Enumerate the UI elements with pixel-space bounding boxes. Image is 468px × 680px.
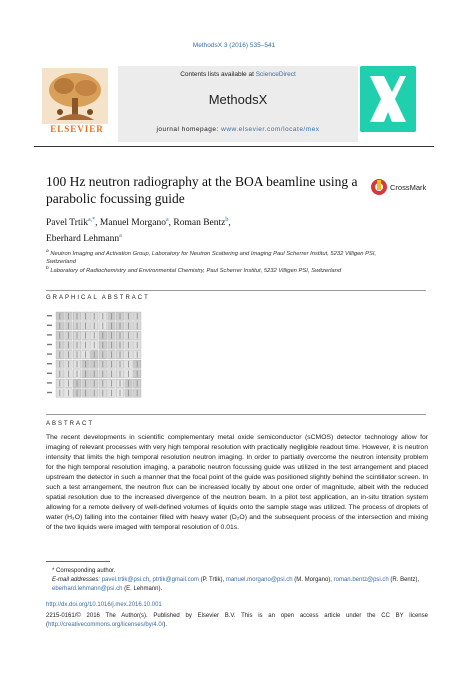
row-label-mark [47, 353, 52, 354]
doi-link[interactable]: http://dx.doi.org/10.1016/j.mex.2016.10.001 [46, 602, 162, 608]
droplet-trace [94, 323, 95, 329]
header-rule [34, 146, 434, 147]
droplet-trace [68, 380, 69, 386]
corresponding-author-note: * Corresponding author. [52, 568, 116, 574]
abstract-heading: ABSTRACT [46, 421, 95, 427]
elsevier-tree-logo [42, 68, 108, 130]
droplet-trace [128, 351, 129, 357]
droplet-trace [94, 390, 95, 396]
droplet-trace [102, 342, 103, 348]
droplet-trace [128, 323, 129, 329]
author-name[interactable]: Roman Bentz [173, 218, 226, 229]
droplet-trace [59, 371, 60, 377]
crossmark-label: CrossMark [390, 183, 427, 192]
droplet-trace [68, 361, 69, 367]
droplet-trace [128, 380, 129, 386]
author-name[interactable]: Eberhard Lehmann [46, 234, 120, 245]
droplet-trace [68, 323, 69, 329]
droplet-trace [68, 332, 69, 338]
droplet-trace [128, 371, 129, 377]
email-link[interactable]: eberhard.lehmann@psi.ch [52, 586, 123, 592]
droplet-trace [85, 342, 86, 348]
droplet-trace [77, 342, 78, 348]
journal-citation: MethodsX 3 (2016) 535–541 [192, 42, 276, 49]
crossmark-badge[interactable] [370, 178, 440, 196]
contents-prefix: Contents lists available at [180, 71, 256, 78]
droplet-trace [111, 371, 112, 377]
email-label: E-mail addresses: [52, 577, 102, 583]
droplet-trace [111, 390, 112, 396]
email-separator: , [149, 577, 153, 583]
droplet-trace [120, 342, 121, 348]
droplet-trace [128, 390, 129, 396]
droplet-trace [94, 351, 95, 357]
droplet-trace [137, 390, 138, 396]
droplet-trace [128, 361, 129, 367]
droplet-trace [137, 371, 138, 377]
row-label-mark [47, 392, 52, 393]
author-affil-marker[interactable]: b [225, 217, 229, 223]
droplet-trace [137, 332, 138, 338]
row-label-mark [47, 373, 52, 374]
droplet-trace [77, 313, 78, 319]
droplet-trace [120, 390, 121, 396]
droplet-trace [85, 351, 86, 357]
author-affil-marker[interactable]: a,* [87, 217, 96, 223]
droplet-trace [59, 351, 60, 357]
droplet-trace [94, 361, 95, 367]
email-separator: (R. Bentz), [388, 577, 420, 583]
droplet-trace [94, 313, 95, 319]
email-separator: (E. Lehmann). [122, 586, 163, 592]
droplet-trace [85, 371, 86, 377]
row-label-mark [47, 344, 52, 345]
row-label-mark [47, 334, 52, 335]
droplet-trace [120, 332, 121, 338]
droplet-trace [85, 361, 86, 367]
license-text: 2215-0161/© 2016 The Author(s). Published by Elsevier B.V. This is an open access article under the CC BY license ( [46, 613, 428, 628]
droplet-trace [77, 332, 78, 338]
license-end: ). [163, 622, 168, 628]
author-name[interactable]: Manuel Morgano [99, 218, 166, 229]
droplet-trace [59, 313, 60, 319]
droplet-trace [94, 342, 95, 348]
row-label-mark [47, 382, 52, 383]
droplet-trace [102, 332, 103, 338]
email-addresses [52, 576, 426, 594]
publisher-wordmark: ELSEVIER [50, 124, 104, 134]
email-link[interactable]: roman.bentz@psi.ch [333, 577, 389, 583]
section-divider [46, 414, 426, 415]
droplet-trace [137, 351, 138, 357]
droplet-trace [111, 313, 112, 319]
droplet-trace [77, 371, 78, 377]
author-affil-marker[interactable]: a [165, 217, 169, 223]
droplet-trace [102, 323, 103, 329]
droplet-trace [85, 390, 86, 396]
droplet-trace [120, 361, 121, 367]
droplet-trace [111, 332, 112, 338]
droplet-trace [102, 390, 103, 396]
graphical-abstract-figure[interactable] [46, 308, 146, 402]
droplet-trace [68, 390, 69, 396]
droplet-trace [68, 371, 69, 377]
graphical-abstract-heading: GRAPHICAL ABSTRACT [46, 295, 150, 301]
droplet-trace [120, 371, 121, 377]
droplet-trace [59, 390, 60, 396]
author-name[interactable]: Pavel Trtik [46, 218, 88, 229]
author-affil-marker[interactable]: a [119, 233, 122, 240]
methodsx-cover-logo [360, 66, 416, 132]
email-link[interactable]: ptrtik@gmail.com [152, 577, 199, 583]
row-label-mark [47, 325, 52, 326]
droplet-trace [77, 390, 78, 396]
sciencedirect-link[interactable]: ScienceDirect [255, 71, 296, 78]
droplet-trace [59, 361, 60, 367]
droplet-trace [111, 361, 112, 367]
droplet-trace [77, 351, 78, 357]
droplet-trace [120, 323, 121, 329]
journal-name: MethodsX [208, 92, 268, 107]
droplet-trace [128, 313, 129, 319]
affiliation [46, 265, 386, 275]
droplet-trace [137, 313, 138, 319]
article-title: 100 Hz neutron radiography at the BOA beamline using a parabolic focussing guide [46, 174, 358, 206]
droplet-trace [85, 323, 86, 329]
droplet-trace [137, 361, 138, 367]
email-link[interactable]: manuel.morgano@psi.ch [225, 577, 293, 583]
license-statement [46, 612, 428, 630]
email-link[interactable]: pavel.trtik@psi.ch [101, 577, 150, 583]
droplet-trace [120, 351, 121, 357]
droplet-trace [111, 351, 112, 357]
droplet-trace [102, 371, 103, 377]
author-list: Pavel Trtik$^{a,*}$, Manuel Morgano$^a$, Roman Bentz$^b$, Eberhard Lehmann$^a$ [46, 217, 231, 245]
droplet-trace [68, 351, 69, 357]
droplet-trace [94, 332, 95, 338]
section-divider [46, 290, 426, 291]
droplet-trace [128, 332, 129, 338]
droplet-trace [128, 342, 129, 348]
droplet-trace [68, 313, 69, 319]
homepage-link[interactable]: www.elsevier.com/locate/mex [221, 126, 320, 133]
droplet-trace [111, 380, 112, 386]
affiliation-label: a [46, 249, 49, 254]
droplet-trace [120, 313, 121, 319]
droplet-trace [120, 380, 121, 386]
droplet-trace [111, 323, 112, 329]
homepage-prefix: journal homepage: [156, 126, 222, 133]
droplet-trace [77, 323, 78, 329]
footnote-rule [46, 561, 110, 562]
affiliation-text: Neutron Imaging and Activation Group, Laboratory for Neutron Scattering and Imaging Paul Scherrer Institut, 5232 Villigen PSI, Switzerland [46, 250, 377, 265]
droplet-trace [59, 342, 60, 348]
droplet-trace [85, 332, 86, 338]
droplet-trace [102, 351, 103, 357]
droplet-trace [137, 323, 138, 329]
droplet-trace [59, 380, 60, 386]
affiliation-text: Laboratory of Radiochemistry and Environmental Chemistry, Paul Scherrer Institut, 5232 Villigen PSI, Switzerland [50, 267, 342, 274]
droplet-trace [85, 313, 86, 319]
email-separator: (M. Morgano), [292, 577, 334, 583]
license-link[interactable]: http://creativecommons.org/licenses/by/4.0/ [48, 622, 164, 628]
affiliation-label: b [46, 266, 49, 271]
droplet-trace [94, 371, 95, 377]
email-separator: (P. Trtik), [198, 577, 226, 583]
row-label-mark [47, 315, 52, 316]
droplet-trace [59, 323, 60, 329]
contents-line [118, 71, 358, 78]
droplet-trace [111, 342, 112, 348]
droplet-trace [102, 313, 103, 319]
droplet-trace [68, 342, 69, 348]
droplet-trace [77, 361, 78, 367]
droplet-trace [77, 380, 78, 386]
row-label-mark [47, 363, 52, 364]
droplet-trace [102, 380, 103, 386]
affiliation [46, 248, 386, 266]
abstract-text: The recent developments in scientific complementary metal oxide semiconductor (sCMOS) detector technology allow for imaging of relevant processes with very high temporal resolution with practically negligible readout time. However, it is neutron intensity that limits the high temporal resolution neutron imaging. In order to partially overcome the neutron intensity problem for the high temporal resolution imaging, a parabolic neutron focussing guide was utilized in the test arrangement and placed upstream the detector in such a manner that the focal point of the guide was positioned slightly behind the scintillator screen. In such a test arrangement, the neutron flux can be increased locally by about one order of magnitude, albeit with the reduced spatial resolution due to the increased divergence of the neutron beam. In a pilot test application, an in-situ titration system allowing for a remote delivery of well-defined volumes of liquids onto the sample stage was utilized. The process of droplets of water (H₂O) falling into the container filled with heavy water (D₂O) and the subsequent process of the intersection and mixing of the two liquids were imaged with temporal resolution of 0.01s. [46, 434, 428, 531]
droplet-trace [137, 342, 138, 348]
droplet-trace [59, 332, 60, 338]
droplet-trace [137, 380, 138, 386]
droplet-trace [94, 380, 95, 386]
droplet-trace [85, 380, 86, 386]
droplet-trace [102, 361, 103, 367]
homepage-line [118, 126, 358, 133]
